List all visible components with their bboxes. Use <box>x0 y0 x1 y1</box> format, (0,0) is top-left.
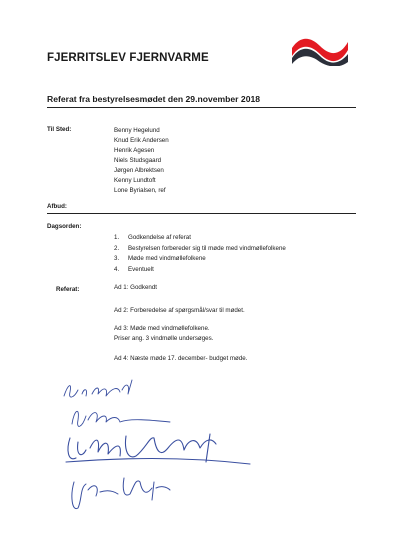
agenda-number: 4. <box>114 265 120 273</box>
attendee-item: Kenny Lundtoft <box>114 177 156 184</box>
minutes-item: Priser ang. 3 vindmølle undersøges. <box>114 335 214 342</box>
title-divider <box>47 107 356 108</box>
agenda-text: Eventuelt <box>128 265 154 273</box>
minutes-label: Referat: <box>56 286 80 293</box>
signature-agesen <box>68 438 120 459</box>
absent-divider <box>47 213 356 214</box>
minutes-item: Ad 3: Møde med vindmøllefolkene. <box>114 325 210 332</box>
attendee-item: Henrik Agesen <box>114 147 155 154</box>
agenda-number: 1. <box>114 234 120 241</box>
agenda-text: Bestyrelsen forbereder sig til møde med vindmøllefolkene <box>128 244 286 252</box>
attendance-label: Til Sted: <box>47 126 72 133</box>
agenda-number: 3. <box>114 255 120 262</box>
attendee-item: Jørgen Albrektsen <box>114 167 164 174</box>
minutes-item: Ad 1: Godkendt <box>114 284 157 291</box>
agenda-label: Dagsorden: <box>47 223 82 230</box>
agenda-item <box>114 265 286 276</box>
absent-label: Afbud: <box>47 203 67 210</box>
agenda-list <box>114 233 286 275</box>
attendee-item: Niels Studsgaard <box>114 157 162 164</box>
attendee-list <box>114 126 169 196</box>
signature-block <box>60 378 270 518</box>
minutes-item: Ad 4: Næste møde 17. december- budget møde. <box>114 355 248 362</box>
minutes-item: Ad 2: Forberedelse af spørgsmål/svar til mødet. <box>114 307 245 314</box>
agenda-item <box>114 244 286 255</box>
attendee-item: Knud Erik Andersen <box>114 137 169 144</box>
agenda-text: Møde med vindmøllefolkene <box>128 255 206 262</box>
attendee-item: Benny Hegelund <box>114 127 160 134</box>
signature-andersen <box>72 411 170 426</box>
organization-name: FJERRITSLEV FJERNVARME <box>47 52 209 64</box>
signature-albrektsen <box>72 482 118 509</box>
attendee-item: Lone Byrialsen, ref <box>114 187 166 194</box>
document-title: Referat fra bestyrelsesmødet den 29.november 2018 <box>47 94 261 104</box>
signature-hegelund <box>66 434 250 464</box>
company-logo <box>290 34 350 66</box>
agenda-item <box>114 233 286 244</box>
signature-studsgaard <box>64 380 132 397</box>
signature-lundtoft <box>123 478 170 500</box>
agenda-number: 2. <box>114 244 120 252</box>
agenda-item <box>114 254 286 265</box>
agenda-text: Godkendelse af referat <box>128 234 191 241</box>
